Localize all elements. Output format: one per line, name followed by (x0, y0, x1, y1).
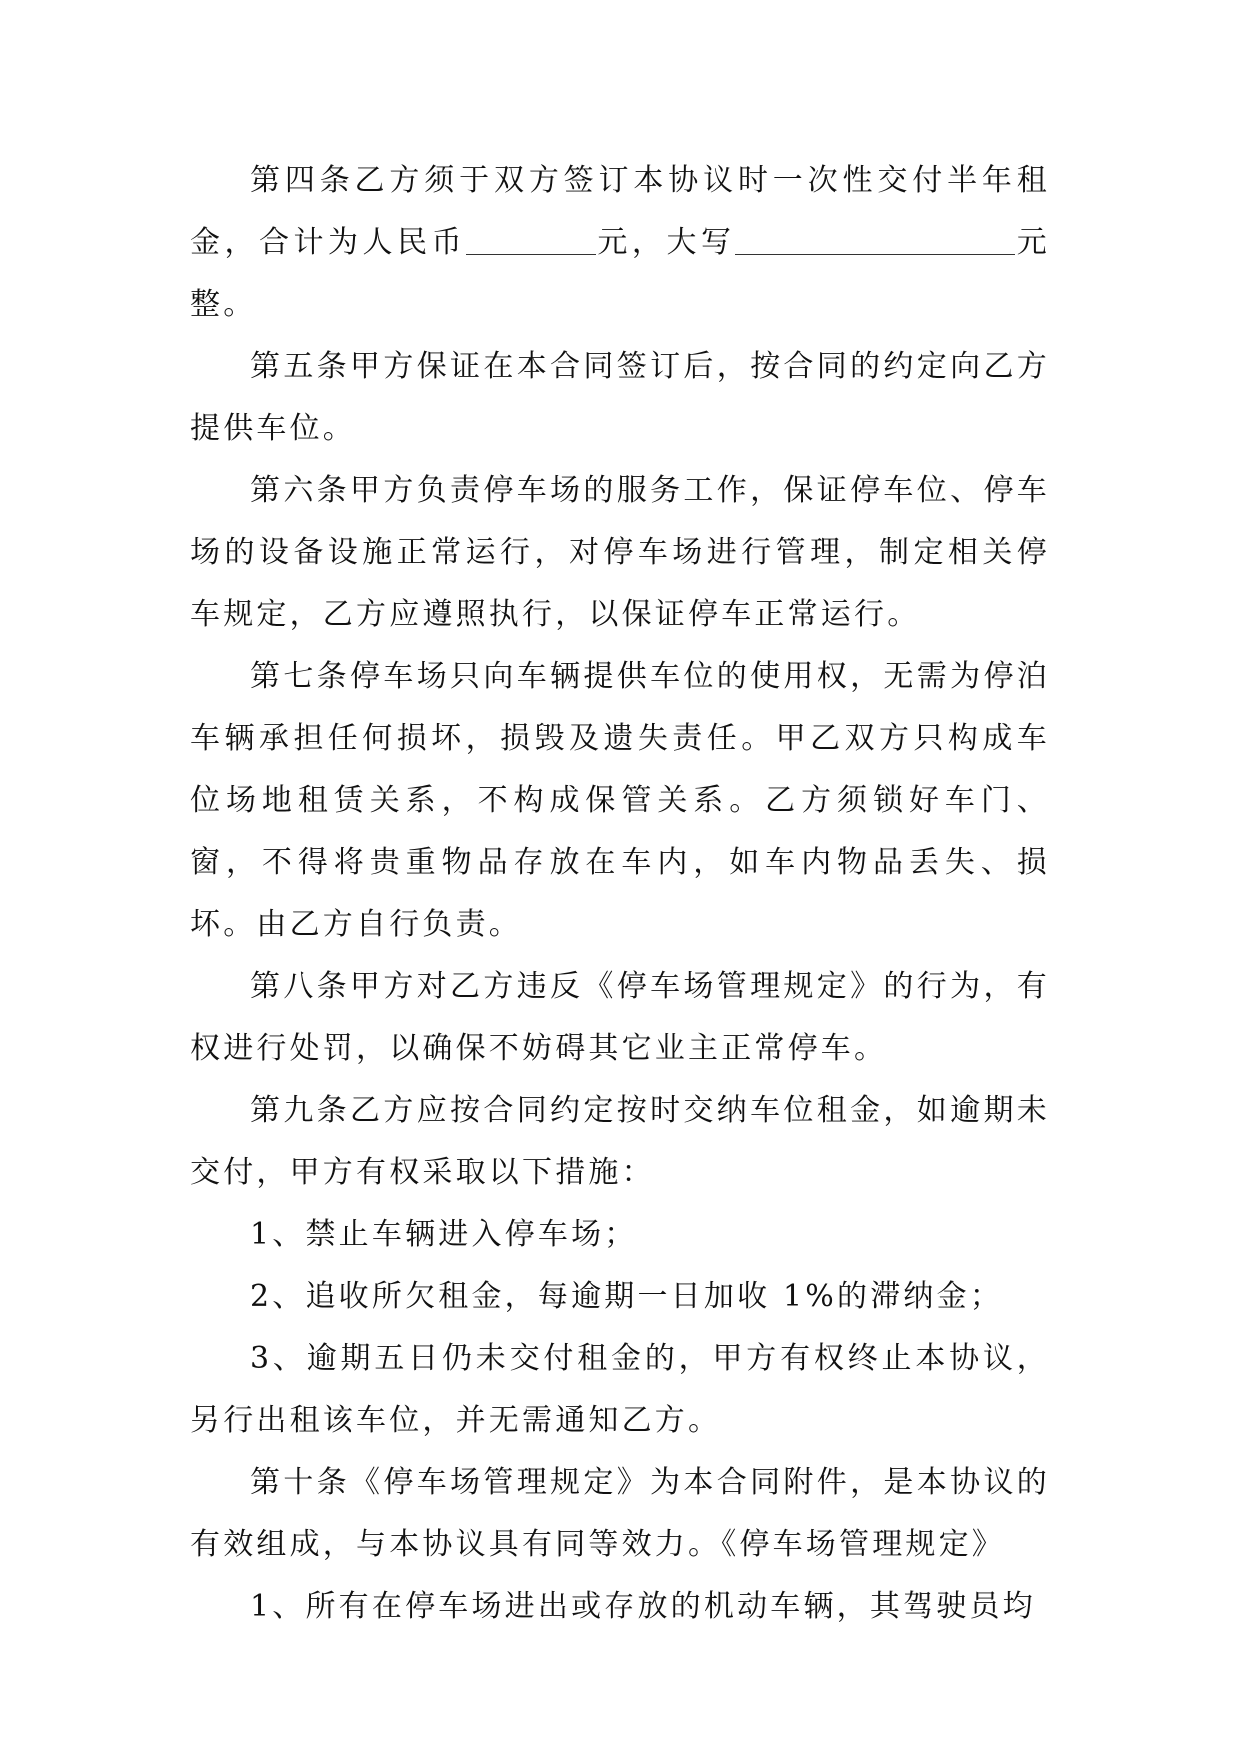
clause-6: 第六条甲方负责停车场的服务工作，保证停车位、停车场的设备设施正常运行，对停车场进行管理，制定相关停车规定，乙方应遵照执行，以保证停车正常运行。 (190, 473, 1050, 632)
clause-10: 第十条《停车场管理规定》为本合同附件，是本协议的有效组成，与本协议具有同等效力。《停车场管理规定》 (190, 1465, 1050, 1562)
amount-blank (466, 224, 596, 255)
parking-rule-1: 1、所有在停车场进出或存放的机动车辆，其驾驶员均 (250, 1589, 1036, 1624)
amount-in-words-blank (735, 224, 1015, 255)
document-body (190, 150, 1050, 1638)
clause-4-text-b: 元，大写 (596, 225, 736, 260)
clause-7: 第七条停车场只向车辆提供车位的使用权，无需为停泊车辆承担任何损坏，损毁及遗失责任。甲乙双方只构成车位场地租赁关系，不构成保管关系。乙方须锁好车门、窗，不得将贵重物品存放在车内，如车内物品丢失、损坏。由乙方自行负责。 (190, 659, 1050, 942)
clause-9: 第九条乙方应按合同约定按时交纳车位租金，如逾期未交付，甲方有权采取以下措施： (190, 1093, 1050, 1190)
clause-4-text-c: 元整。 (190, 225, 1050, 322)
clause-5: 第五条甲方保证在本合同签订后，按合同的约定向乙方提供车位。 (190, 349, 1050, 446)
clause-9-item-1: 1、禁止车辆进入停车场； (250, 1217, 638, 1252)
clause-9-item-2: 2、追收所欠租金，每逾期一日加收 1%的滞纳金； (250, 1279, 1004, 1314)
clause-8: 第八条甲方对乙方违反《停车场管理规定》的行为，有权进行处罚，以确保不妨碍其它业主正常停车。 (190, 969, 1050, 1066)
clause-4 (190, 150, 1050, 336)
clause-4-text-a: 第四条乙方须于双方签订本协议时一次性交付半年租金，合计为人民币 (190, 163, 1050, 260)
clause-9-item-3: 3、逾期五日仍未交付租金的，甲方有权终止本协议，另行出租该车位，并无需通知乙方。 (190, 1341, 1050, 1438)
